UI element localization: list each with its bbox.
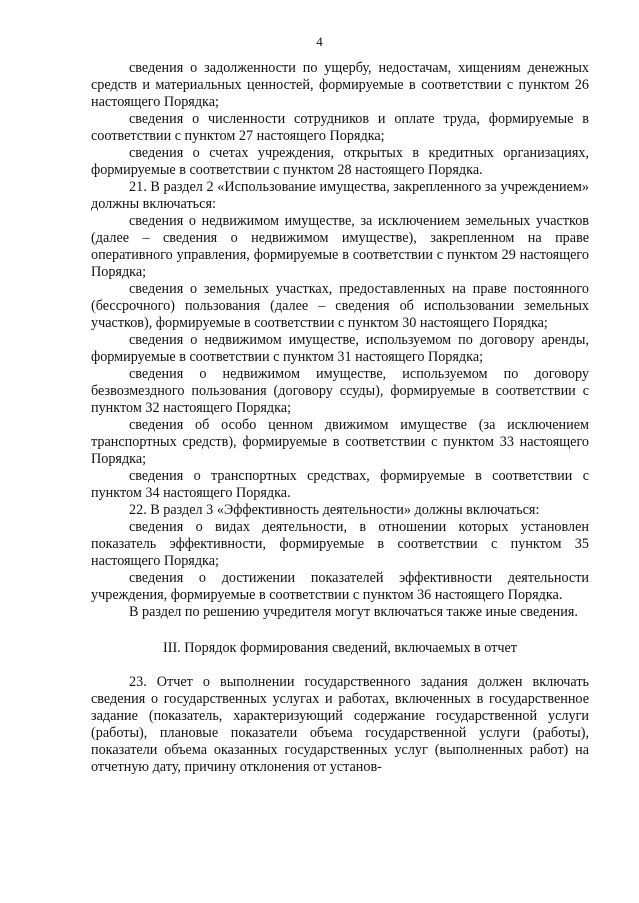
paragraph: сведения о видах деятельности, в отношении которых установлен показатель эффективности, формируемые в соответствии с пунктом 35 настоящего Порядка; xyxy=(91,519,589,569)
paragraph: В раздел по решению учредителя могут включаться также иные сведения. xyxy=(129,604,578,620)
page-number: 4 xyxy=(316,34,323,49)
paragraph: 22. В раздел 3 «Эффективность деятельности» должны включаться: xyxy=(129,502,540,518)
document-body xyxy=(91,60,589,776)
paragraph: сведения о транспортных средствах, формируемые в соответствии с пунктом 34 настоящего Порядка. xyxy=(91,468,589,501)
paragraph: сведения о недвижимом имуществе, используемом по договору безвозмездного пользования (договору ссуды), формируемые в соответствии с пунктом 32 настоящего Порядка; xyxy=(91,366,589,416)
paragraph: сведения о задолженности по ущербу, недостачам, хищениям денежных средств и материальных ценностей, формируемые в соответствии с пунктом 26 настоящего Порядка; xyxy=(91,60,589,110)
paragraph: сведения о численности сотрудников и оплате труда, формируемые в соответствии с пунктом 27 настоящего Порядка; xyxy=(91,111,589,144)
section-heading: III. Порядок формирования сведений, включаемых в отчет xyxy=(163,640,517,656)
paragraph: сведения о земельных участках, предоставленных на праве постоянного (бессрочного) пользования (далее – сведения об использовании земельных участков), формируемые в соответствии с пунктом 30 настоящего Порядка; xyxy=(91,281,589,331)
paragraph: сведения об особо ценном движимом имуществе (за исключением транспортных средств), формируемые в соответствии с пунктом 33 настоящего Порядка; xyxy=(91,417,589,467)
paragraph: сведения о достижении показателей эффективности деятельности учреждения, формируемые в соответствии с пунктом 36 настоящего Порядка. xyxy=(91,570,589,603)
paragraph: сведения о недвижимом имуществе, используемом по договору аренды, формируемые в соответствии с пунктом 31 настоящего Порядка; xyxy=(91,332,589,365)
paragraph: сведения о недвижимом имуществе, за исключением земельных участков (далее – сведения о недвижимом имуществе), закрепленном на праве оперативного управления, формируемые в соответствии с пунктом 29 настоящего Порядка; xyxy=(91,213,589,280)
paragraph: 21. В раздел 2 «Использование имущества, закрепленного за учреждением» должны включаться: xyxy=(91,179,589,212)
paragraph: сведения о счетах учреждения, открытых в кредитных организациях, формируемые в соответствии с пунктом 28 настоящего Порядка. xyxy=(91,145,589,178)
paragraph: 23. Отчет о выполнении государственного задания должен включать сведения о государственных услугах и работах, включенных в государственное задание (показатель, характеризующий содержание государственной услуги (работы), плановые показатели объема государственной услуги (работы), показатели объема оказанных государственных услуг (выполненных работ) на отчетную дату, причину отклонения от установ- xyxy=(91,674,589,775)
